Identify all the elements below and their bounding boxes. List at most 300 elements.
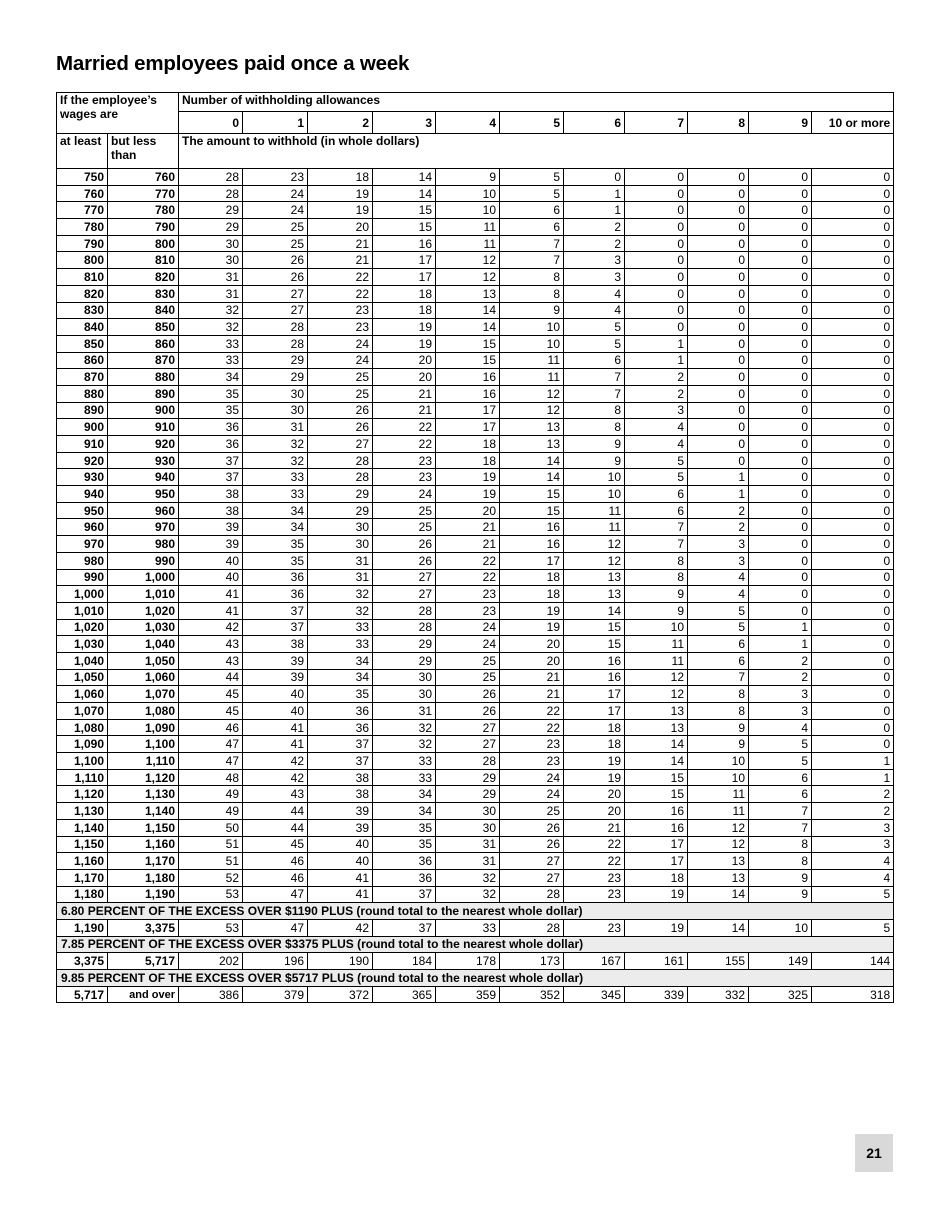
withholding-amount-cell: 33 bbox=[179, 335, 243, 352]
withholding-amount-cell: 30 bbox=[373, 686, 436, 703]
withholding-amount-cell: 0 bbox=[812, 235, 894, 252]
withholding-amount-cell: 0 bbox=[812, 619, 894, 636]
withholding-amount-cell: 47 bbox=[243, 886, 308, 903]
table-row bbox=[57, 486, 894, 503]
withholding-amount-cell: 23 bbox=[564, 886, 625, 903]
withholding-amount-cell: 0 bbox=[749, 569, 812, 586]
wage-but-less-than-cell: 960 bbox=[108, 502, 179, 519]
withholding-amount-cell: 39 bbox=[243, 669, 308, 686]
withholding-amount-cell: 9 bbox=[436, 169, 500, 186]
withholding-amount-cell: 0 bbox=[688, 352, 749, 369]
table-row bbox=[57, 669, 894, 686]
withholding-amount-cell: 4 bbox=[625, 436, 688, 453]
withholding-amount-cell: 2 bbox=[625, 369, 688, 386]
withholding-amount-cell: 39 bbox=[243, 652, 308, 669]
withholding-amount-cell: 0 bbox=[812, 419, 894, 436]
withholding-amount-cell: 53 bbox=[179, 886, 243, 903]
withholding-amount-cell: 13 bbox=[564, 586, 625, 603]
wage-but-less-than-cell: 880 bbox=[108, 369, 179, 386]
withholding-amount-cell: 9 bbox=[564, 452, 625, 469]
withholding-amount-cell: 0 bbox=[812, 302, 894, 319]
withholding-amount-cell: 43 bbox=[179, 652, 243, 669]
withholding-amount-cell: 11 bbox=[564, 519, 625, 536]
withholding-amount-cell: 7 bbox=[564, 385, 625, 402]
withholding-amount-cell: 0 bbox=[812, 202, 894, 219]
withholding-amount-cell: 11 bbox=[500, 352, 564, 369]
withholding-amount-cell: 19 bbox=[373, 319, 436, 336]
withholding-amount-cell: 0 bbox=[688, 285, 749, 302]
withholding-amount-cell: 4 bbox=[564, 302, 625, 319]
withholding-amount-cell: 40 bbox=[308, 853, 373, 870]
withholding-amount-cell: 15 bbox=[564, 619, 625, 636]
withholding-amount-cell: 0 bbox=[812, 285, 894, 302]
withholding-amount-cell: 28 bbox=[308, 452, 373, 469]
withholding-amount-cell: 0 bbox=[688, 335, 749, 352]
withholding-amount-cell: 33 bbox=[243, 469, 308, 486]
withholding-amount-cell: 14 bbox=[373, 185, 436, 202]
withholding-amount-cell: 6 bbox=[688, 652, 749, 669]
wage-at-least-cell: 790 bbox=[57, 235, 108, 252]
wage-at-least-cell: 1,170 bbox=[57, 869, 108, 886]
withholding-amount-cell: 5 bbox=[749, 736, 812, 753]
withholding-amount-cell: 46 bbox=[243, 869, 308, 886]
withholding-amount-cell: 30 bbox=[179, 252, 243, 269]
wage-but-less-than-cell: 790 bbox=[108, 219, 179, 236]
withholding-amount-cell: 15 bbox=[625, 769, 688, 786]
withholding-amount-cell: 21 bbox=[564, 819, 625, 836]
bracket-note-row bbox=[57, 903, 894, 920]
withholding-amount-cell: 7 bbox=[564, 369, 625, 386]
withholding-amount-cell: 144 bbox=[812, 953, 894, 970]
withholding-amount-cell: 372 bbox=[308, 986, 373, 1003]
withholding-amount-cell: 0 bbox=[688, 402, 749, 419]
withholding-amount-cell: 3 bbox=[625, 402, 688, 419]
wage-but-less-than-cell: 5,717 bbox=[108, 953, 179, 970]
withholding-amount-cell: 17 bbox=[500, 552, 564, 569]
wage-but-less-than-cell: 1,180 bbox=[108, 869, 179, 886]
table-row bbox=[57, 836, 894, 853]
withholding-amount-cell: 7 bbox=[688, 669, 749, 686]
withholding-amount-cell: 24 bbox=[243, 202, 308, 219]
withholding-amount-cell: 38 bbox=[243, 636, 308, 653]
withholding-amount-cell: 0 bbox=[625, 169, 688, 186]
table-row bbox=[57, 586, 894, 603]
withholding-amount-cell: 12 bbox=[500, 402, 564, 419]
withholding-amount-cell: 1 bbox=[564, 185, 625, 202]
table-row bbox=[57, 519, 894, 536]
withholding-amount-cell: 6 bbox=[688, 636, 749, 653]
withholding-amount-cell: 31 bbox=[179, 269, 243, 286]
withholding-amount-cell: 14 bbox=[436, 302, 500, 319]
withholding-amount-cell: 0 bbox=[688, 436, 749, 453]
wage-but-less-than-cell: 1,020 bbox=[108, 602, 179, 619]
withholding-amount-cell: 2 bbox=[749, 669, 812, 686]
withholding-amount-cell: 24 bbox=[500, 769, 564, 786]
withholding-amount-cell: 7 bbox=[625, 519, 688, 536]
withholding-amount-cell: 20 bbox=[436, 502, 500, 519]
withholding-amount-cell: 40 bbox=[308, 836, 373, 853]
wage-at-least-cell: 980 bbox=[57, 552, 108, 569]
withholding-amount-cell: 16 bbox=[625, 819, 688, 836]
withholding-amount-cell: 35 bbox=[179, 385, 243, 402]
table-row bbox=[57, 986, 894, 1003]
withholding-amount-cell: 29 bbox=[373, 652, 436, 669]
withholding-amount-cell: 23 bbox=[308, 302, 373, 319]
withholding-amount-cell: 28 bbox=[179, 185, 243, 202]
withholding-amount-cell: 30 bbox=[373, 669, 436, 686]
withholding-amount-cell: 41 bbox=[179, 602, 243, 619]
table-row bbox=[57, 385, 894, 402]
withholding-amount-cell: 11 bbox=[500, 369, 564, 386]
withholding-amount-cell: 22 bbox=[373, 436, 436, 453]
wage-at-least-cell: 840 bbox=[57, 319, 108, 336]
bracket-note-row bbox=[57, 970, 894, 987]
withholding-amount-cell: 0 bbox=[812, 269, 894, 286]
withholding-amount-cell: 25 bbox=[500, 803, 564, 820]
withholding-amount-cell: 0 bbox=[749, 352, 812, 369]
withholding-amount-cell: 10 bbox=[564, 486, 625, 503]
withholding-amount-cell: 8 bbox=[625, 552, 688, 569]
withholding-amount-cell: 38 bbox=[179, 486, 243, 503]
wage-at-least-cell: 750 bbox=[57, 169, 108, 186]
withholding-amount-cell: 21 bbox=[436, 519, 500, 536]
withholding-amount-cell: 0 bbox=[688, 252, 749, 269]
table-row bbox=[57, 419, 894, 436]
withholding-amount-cell: 0 bbox=[812, 669, 894, 686]
withholding-amount-cell: 12 bbox=[688, 836, 749, 853]
withholding-amount-cell: 0 bbox=[688, 369, 749, 386]
withholding-amount-cell: 24 bbox=[500, 786, 564, 803]
withholding-amount-cell: 1 bbox=[564, 202, 625, 219]
withholding-amount-cell: 10 bbox=[749, 919, 812, 936]
withholding-amount-cell: 30 bbox=[308, 519, 373, 536]
withholding-amount-cell: 2 bbox=[688, 502, 749, 519]
withholding-amount-cell: 29 bbox=[243, 352, 308, 369]
wage-but-less-than-cell: 910 bbox=[108, 419, 179, 436]
withholding-amount-cell: 0 bbox=[749, 502, 812, 519]
withholding-amount-cell: 20 bbox=[500, 652, 564, 669]
withholding-amount-cell: 27 bbox=[308, 436, 373, 453]
wage-at-least-cell: 780 bbox=[57, 219, 108, 236]
withholding-amount-cell: 36 bbox=[179, 436, 243, 453]
withholding-amount-cell: 34 bbox=[373, 786, 436, 803]
withholding-amount-cell: 10 bbox=[564, 469, 625, 486]
withholding-amount-cell: 33 bbox=[373, 769, 436, 786]
withholding-amount-cell: 40 bbox=[243, 686, 308, 703]
wage-but-less-than-cell: 780 bbox=[108, 202, 179, 219]
withholding-amount-cell: 0 bbox=[625, 219, 688, 236]
wage-but-less-than-cell: 940 bbox=[108, 469, 179, 486]
withholding-amount-cell: 25 bbox=[373, 502, 436, 519]
wage-at-least-cell: 5,717 bbox=[57, 986, 108, 1003]
allowances-header: Number of withholding allowances bbox=[179, 93, 894, 112]
withholding-amount-cell: 0 bbox=[812, 319, 894, 336]
withholding-amount-cell: 22 bbox=[436, 552, 500, 569]
withholding-amount-cell: 28 bbox=[373, 619, 436, 636]
withholding-amount-cell: 1 bbox=[749, 636, 812, 653]
withholding-amount-cell: 19 bbox=[436, 469, 500, 486]
withholding-amount-cell: 34 bbox=[243, 502, 308, 519]
withholding-amount-cell: 13 bbox=[500, 419, 564, 436]
withholding-amount-cell: 34 bbox=[308, 669, 373, 686]
wage-at-least-cell: 1,030 bbox=[57, 636, 108, 653]
bracket-note: 7.85 PERCENT OF THE EXCESS OVER $3375 PLUS (round total to the nearest whole dollar) bbox=[57, 936, 894, 953]
withholding-amount-cell: 0 bbox=[812, 586, 894, 603]
withholding-amount-cell: 24 bbox=[243, 185, 308, 202]
withholding-amount-cell: 15 bbox=[436, 352, 500, 369]
table-row bbox=[57, 302, 894, 319]
withholding-amount-cell: 37 bbox=[243, 619, 308, 636]
withholding-amount-cell: 0 bbox=[812, 385, 894, 402]
withholding-amount-cell: 0 bbox=[749, 285, 812, 302]
withholding-amount-cell: 18 bbox=[436, 436, 500, 453]
wage-at-least-cell: 830 bbox=[57, 302, 108, 319]
withholding-amount-cell: 10 bbox=[500, 319, 564, 336]
withholding-amount-cell: 13 bbox=[625, 719, 688, 736]
withholding-amount-cell: 31 bbox=[436, 853, 500, 870]
withholding-amount-cell: 30 bbox=[243, 402, 308, 419]
withholding-amount-cell: 19 bbox=[625, 919, 688, 936]
withholding-amount-cell: 0 bbox=[749, 235, 812, 252]
withholding-amount-cell: 5 bbox=[688, 619, 749, 636]
withholding-amount-cell: 27 bbox=[500, 869, 564, 886]
wage-but-less-than-cell: 970 bbox=[108, 519, 179, 536]
withholding-amount-cell: 46 bbox=[179, 719, 243, 736]
withholding-amount-cell: 33 bbox=[308, 619, 373, 636]
withholding-amount-cell: 0 bbox=[812, 652, 894, 669]
wage-at-least-cell: 1,050 bbox=[57, 669, 108, 686]
withholding-amount-cell: 1 bbox=[812, 753, 894, 770]
withholding-amount-cell: 2 bbox=[749, 652, 812, 669]
withholding-amount-cell: 29 bbox=[436, 769, 500, 786]
withholding-amount-cell: 37 bbox=[179, 452, 243, 469]
withholding-amount-cell: 0 bbox=[749, 602, 812, 619]
withholding-amount-cell: 32 bbox=[179, 302, 243, 319]
withholding-amount-cell: 0 bbox=[688, 385, 749, 402]
table-row bbox=[57, 352, 894, 369]
withholding-amount-cell: 0 bbox=[749, 335, 812, 352]
wage-but-less-than-cell: 850 bbox=[108, 319, 179, 336]
withholding-amount-cell: 16 bbox=[625, 803, 688, 820]
allowance-column-header: 3 bbox=[373, 112, 436, 134]
withholding-amount-cell: 42 bbox=[179, 619, 243, 636]
wage-at-least-cell: 1,150 bbox=[57, 836, 108, 853]
withholding-amount-cell: 6 bbox=[749, 786, 812, 803]
wage-at-least-cell: 900 bbox=[57, 419, 108, 436]
amount-header: The amount to withhold (in whole dollars) bbox=[179, 134, 894, 169]
withholding-amount-cell: 17 bbox=[436, 419, 500, 436]
withholding-amount-cell: 52 bbox=[179, 869, 243, 886]
withholding-amount-cell: 0 bbox=[812, 736, 894, 753]
wage-but-less-than-cell: 1,000 bbox=[108, 569, 179, 586]
withholding-amount-cell: 20 bbox=[564, 786, 625, 803]
withholding-amount-cell: 3 bbox=[749, 703, 812, 720]
withholding-amount-cell: 19 bbox=[308, 202, 373, 219]
wage-but-less-than-cell: 760 bbox=[108, 169, 179, 186]
withholding-amount-cell: 0 bbox=[749, 202, 812, 219]
withholding-amount-cell: 18 bbox=[308, 169, 373, 186]
withholding-amount-cell: 14 bbox=[373, 169, 436, 186]
withholding-amount-cell: 5 bbox=[564, 335, 625, 352]
withholding-amount-cell: 42 bbox=[243, 769, 308, 786]
allowance-column-headers bbox=[57, 112, 894, 134]
withholding-amount-cell: 38 bbox=[179, 502, 243, 519]
withholding-amount-cell: 44 bbox=[179, 669, 243, 686]
withholding-amount-cell: 8 bbox=[688, 703, 749, 720]
withholding-amount-cell: 12 bbox=[436, 269, 500, 286]
withholding-amount-cell: 29 bbox=[308, 502, 373, 519]
withholding-amount-cell: 24 bbox=[436, 619, 500, 636]
withholding-amount-cell: 0 bbox=[749, 319, 812, 336]
table-row bbox=[57, 185, 894, 202]
withholding-amount-cell: 44 bbox=[243, 803, 308, 820]
withholding-amount-cell: 10 bbox=[436, 202, 500, 219]
withholding-amount-cell: 14 bbox=[688, 886, 749, 903]
withholding-amount-cell: 18 bbox=[625, 869, 688, 886]
withholding-amount-cell: 0 bbox=[812, 252, 894, 269]
withholding-amount-cell: 11 bbox=[625, 652, 688, 669]
withholding-amount-cell: 29 bbox=[373, 636, 436, 653]
withholding-amount-cell: 9 bbox=[688, 719, 749, 736]
table-row bbox=[57, 552, 894, 569]
withholding-amount-cell: 386 bbox=[179, 986, 243, 1003]
withholding-amount-cell: 24 bbox=[436, 636, 500, 653]
withholding-amount-cell: 0 bbox=[688, 219, 749, 236]
withholding-amount-cell: 9 bbox=[500, 302, 564, 319]
allowance-column-header: 8 bbox=[688, 112, 749, 134]
withholding-amount-cell: 6 bbox=[500, 202, 564, 219]
withholding-amount-cell: 26 bbox=[243, 252, 308, 269]
wage-at-least-cell: 1,180 bbox=[57, 886, 108, 903]
withholding-amount-cell: 26 bbox=[436, 703, 500, 720]
withholding-amount-cell: 4 bbox=[625, 419, 688, 436]
withholding-amount-cell: 3 bbox=[812, 819, 894, 836]
withholding-amount-cell: 23 bbox=[373, 469, 436, 486]
withholding-amount-cell: 44 bbox=[243, 819, 308, 836]
withholding-amount-cell: 13 bbox=[436, 285, 500, 302]
table-row bbox=[57, 202, 894, 219]
table-row bbox=[57, 569, 894, 586]
withholding-amount-cell: 10 bbox=[436, 185, 500, 202]
bracket-note: 9.85 PERCENT OF THE EXCESS OVER $5717 PLUS (round total to the nearest whole dollar) bbox=[57, 970, 894, 987]
withholding-amount-cell: 359 bbox=[436, 986, 500, 1003]
withholding-amount-cell: 14 bbox=[625, 736, 688, 753]
withholding-amount-cell: 17 bbox=[564, 703, 625, 720]
withholding-amount-cell: 16 bbox=[373, 235, 436, 252]
wage-at-least-cell: 1,120 bbox=[57, 786, 108, 803]
withholding-amount-cell: 0 bbox=[625, 202, 688, 219]
allowance-column-header: 7 bbox=[625, 112, 688, 134]
table-row bbox=[57, 819, 894, 836]
withholding-amount-cell: 0 bbox=[812, 169, 894, 186]
table-row bbox=[57, 369, 894, 386]
withholding-amount-cell: 25 bbox=[436, 669, 500, 686]
withholding-amount-cell: 18 bbox=[373, 285, 436, 302]
withholding-amount-cell: 167 bbox=[564, 953, 625, 970]
withholding-amount-cell: 36 bbox=[373, 853, 436, 870]
withholding-amount-cell: 23 bbox=[436, 602, 500, 619]
withholding-amount-cell: 1 bbox=[688, 486, 749, 503]
withholding-amount-cell: 23 bbox=[564, 869, 625, 886]
withholding-amount-cell: 26 bbox=[436, 686, 500, 703]
withholding-amount-cell: 35 bbox=[308, 686, 373, 703]
table-header bbox=[57, 93, 894, 169]
withholding-amount-cell: 20 bbox=[500, 636, 564, 653]
wage-but-less-than-cell: 1,040 bbox=[108, 636, 179, 653]
withholding-amount-cell: 12 bbox=[688, 819, 749, 836]
withholding-amount-cell: 11 bbox=[436, 235, 500, 252]
withholding-amount-cell: 196 bbox=[243, 953, 308, 970]
withholding-amount-cell: 24 bbox=[308, 335, 373, 352]
withholding-amount-cell: 36 bbox=[243, 586, 308, 603]
withholding-amount-cell: 149 bbox=[749, 953, 812, 970]
withholding-amount-cell: 30 bbox=[243, 385, 308, 402]
withholding-amount-cell: 0 bbox=[688, 202, 749, 219]
withholding-amount-cell: 352 bbox=[500, 986, 564, 1003]
wage-at-least-cell: 1,040 bbox=[57, 652, 108, 669]
withholding-amount-cell: 42 bbox=[243, 753, 308, 770]
withholding-amount-cell: 4 bbox=[749, 719, 812, 736]
withholding-amount-cell: 2 bbox=[564, 219, 625, 236]
withholding-amount-cell: 19 bbox=[436, 486, 500, 503]
at-least-header: at least bbox=[57, 134, 108, 169]
withholding-amount-cell: 34 bbox=[179, 369, 243, 386]
table-row bbox=[57, 235, 894, 252]
withholding-amount-cell: 0 bbox=[812, 369, 894, 386]
withholding-amount-cell: 0 bbox=[688, 319, 749, 336]
withholding-amount-cell: 11 bbox=[688, 803, 749, 820]
table-row bbox=[57, 953, 894, 970]
wage-but-less-than-cell: 3,375 bbox=[108, 919, 179, 936]
table-row bbox=[57, 786, 894, 803]
withholding-amount-cell: 22 bbox=[373, 419, 436, 436]
withholding-amount-cell: 27 bbox=[373, 586, 436, 603]
withholding-amount-cell: 13 bbox=[625, 703, 688, 720]
withholding-amount-cell: 23 bbox=[308, 319, 373, 336]
withholding-amount-cell: 19 bbox=[564, 769, 625, 786]
withholding-amount-cell: 36 bbox=[308, 703, 373, 720]
table-row bbox=[57, 319, 894, 336]
withholding-amount-cell: 40 bbox=[243, 703, 308, 720]
withholding-amount-cell: 9 bbox=[625, 602, 688, 619]
withholding-amount-cell: 21 bbox=[500, 686, 564, 703]
wage-but-less-than-cell: 840 bbox=[108, 302, 179, 319]
table-row bbox=[57, 169, 894, 186]
withholding-amount-cell: 28 bbox=[308, 469, 373, 486]
withholding-amount-cell: 42 bbox=[308, 919, 373, 936]
withholding-amount-cell: 32 bbox=[373, 719, 436, 736]
withholding-amount-cell: 30 bbox=[436, 803, 500, 820]
withholding-amount-cell: 45 bbox=[179, 703, 243, 720]
withholding-amount-cell: 31 bbox=[436, 836, 500, 853]
withholding-amount-cell: 0 bbox=[749, 369, 812, 386]
withholding-amount-cell: 21 bbox=[500, 669, 564, 686]
withholding-amount-cell: 15 bbox=[500, 502, 564, 519]
withholding-amount-cell: 17 bbox=[373, 269, 436, 286]
withholding-amount-cell: 7 bbox=[625, 536, 688, 553]
withholding-amount-cell: 0 bbox=[749, 219, 812, 236]
withholding-amount-cell: 9 bbox=[749, 886, 812, 903]
withholding-amount-cell: 0 bbox=[749, 302, 812, 319]
wage-at-least-cell: 1,010 bbox=[57, 602, 108, 619]
withholding-amount-cell: 40 bbox=[179, 552, 243, 569]
withholding-amount-cell: 39 bbox=[308, 819, 373, 836]
withholding-amount-cell: 25 bbox=[373, 519, 436, 536]
wage-but-less-than-cell: 770 bbox=[108, 185, 179, 202]
withholding-amount-cell: 19 bbox=[625, 886, 688, 903]
withholding-amount-cell: 32 bbox=[436, 886, 500, 903]
table-row bbox=[57, 636, 894, 653]
